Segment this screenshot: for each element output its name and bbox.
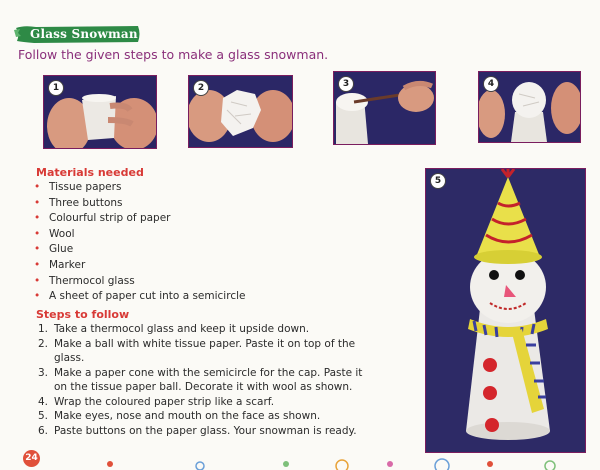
list-item: • Three buttons [34,196,245,212]
list-item [38,337,356,366]
step-number: 3. [38,366,49,379]
step-text: glass. [54,352,85,364]
step-text: Make eyes, nose and mouth on the face as shown. [54,410,321,422]
list-item: • Colourful strip of paper [34,211,245,227]
list-item: • Marker [34,258,245,274]
list-item: • Glue [34,242,245,258]
step-badge-2: 2 [193,80,209,96]
list-item [38,366,363,395]
step-number: 2. [38,337,49,350]
list-item: • A sheet of paper cut into a semicircle [34,289,245,305]
page-number: 24 [23,450,40,467]
intro-text: Follow the given steps to make a glass snowman. [18,47,329,62]
step-badge-4: 4 [483,76,499,92]
step-text: Make a ball with white tissue paper. Paste it on top of the [54,337,356,350]
step-photo-5 [425,168,586,453]
list-item [38,395,338,410]
step-number: 6. [38,424,49,437]
step-photo-3 [333,71,436,145]
step-text: on the tissue paper ball. Decorate it with wool as shown. [54,381,353,393]
step-photo-1 [43,75,157,149]
steps-heading: Steps to follow [36,308,130,321]
page-title: Glass Snowman [30,27,138,41]
list-item: • Tissue papers [34,180,245,196]
list-item: • Wool [34,227,245,243]
list-item: • Thermocol glass [34,274,245,290]
step-number: 1. [38,323,49,335]
step-badge-5: 5 [430,173,446,189]
step-text: Make a paper cone with the semicircle for the cap. Paste it [54,366,363,379]
step-photo-4 [478,71,581,143]
footer-decoration [50,456,590,470]
materials-list [34,180,245,305]
step-text: Wrap the coloured paper strip like a scarf. [54,395,275,408]
step-number: 4. [38,395,49,408]
materials-heading: Materials needed [36,166,144,179]
step-badge-3: 3 [338,76,354,92]
step-number: 5. [38,410,49,422]
step-text: Paste buttons on the paper glass. Your snowman is ready. [54,424,357,437]
step-text: Take a thermocol glass and keep it upside down. [54,323,310,335]
finished-glass-snowman-icon [426,169,585,452]
step-badge-1: 1 [48,80,64,96]
list-item [38,424,357,439]
title-banner [14,24,142,44]
step-photo-2 [188,75,293,148]
list-item [38,409,338,424]
steps-list [38,322,363,438]
list-item [38,322,338,337]
